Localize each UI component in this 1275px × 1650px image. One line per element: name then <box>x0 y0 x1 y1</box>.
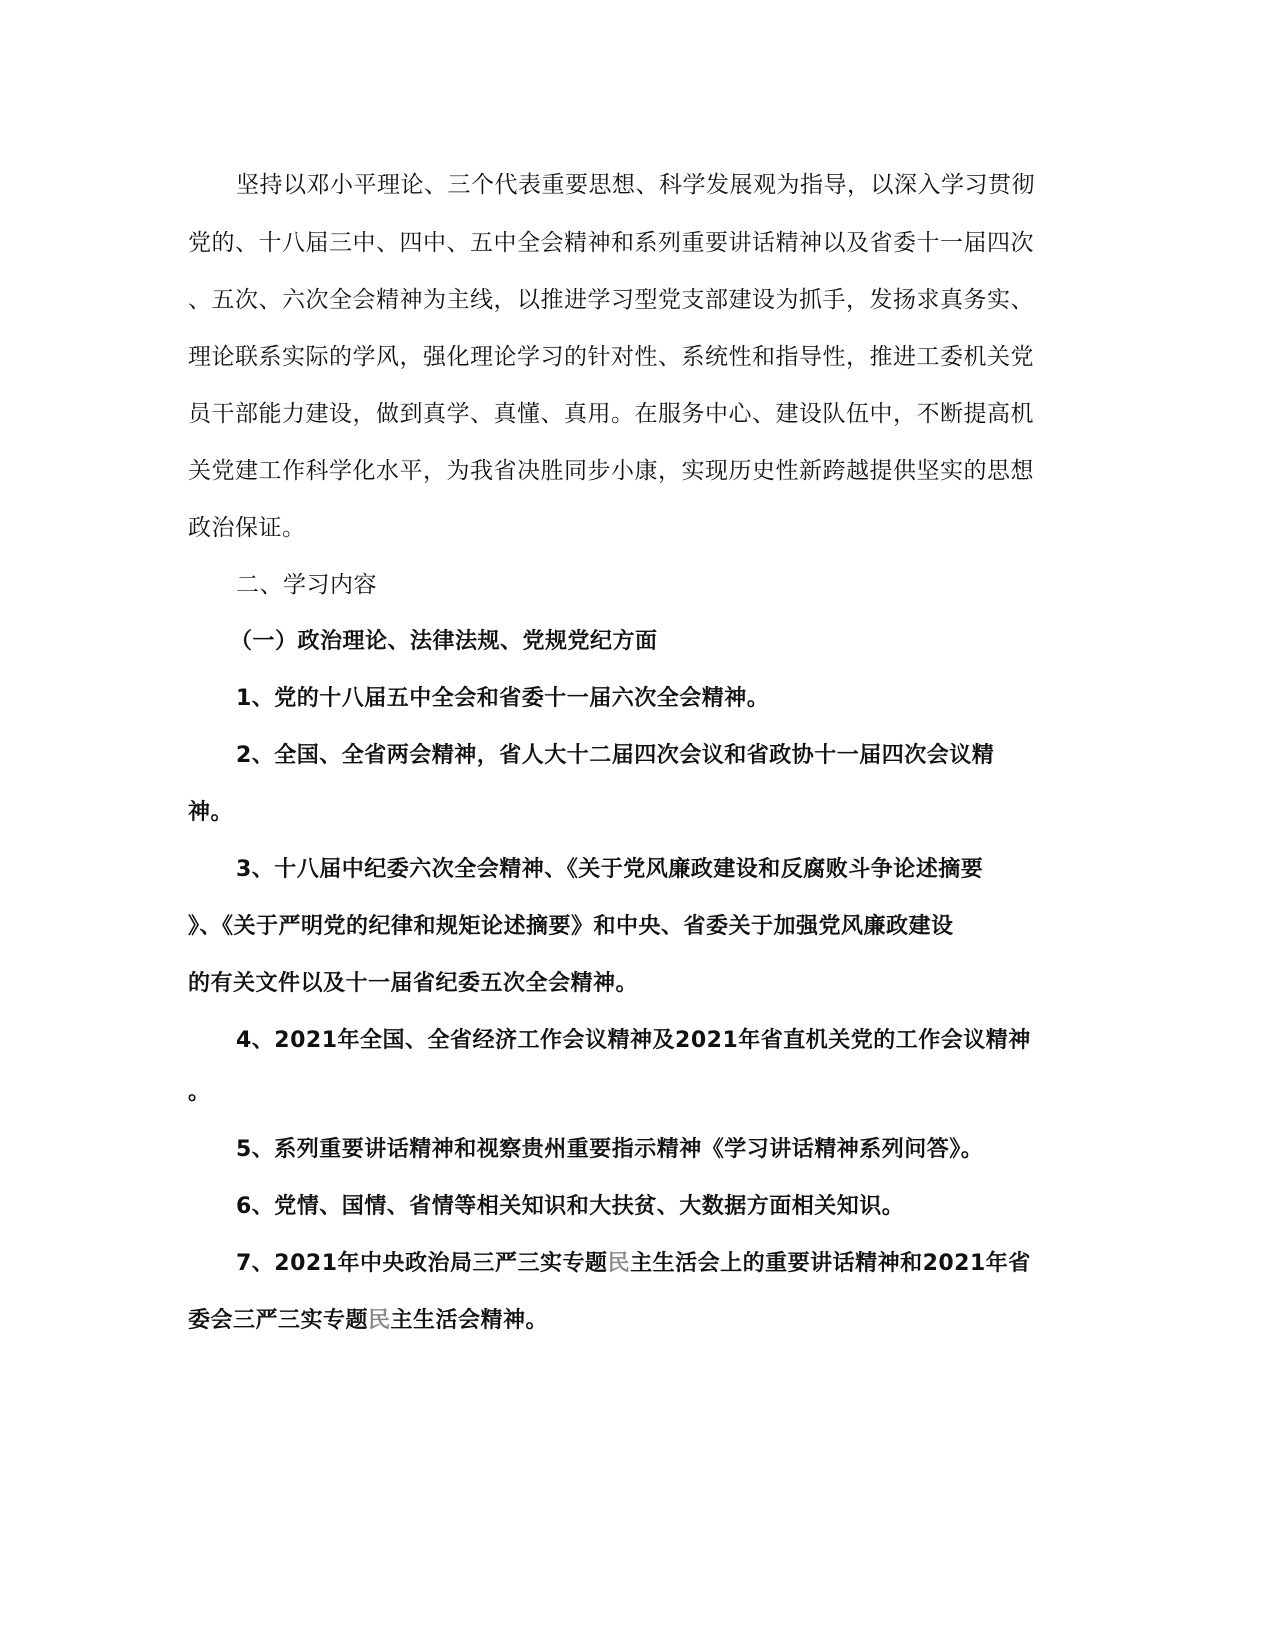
intro-line: 关党建工作科学化水平，为我省决胜同步小康，实现历史性新跨越提供坚实的思想 <box>188 458 1034 484</box>
intro-line: 党的、十八届三中、四中、五中全会精神和系列重要讲话精神以及省委十一届四次 <box>188 230 1034 256</box>
list-item: 4、2021年全国、全省经济工作会议精神及2021年省直机关党的工作会议精神 <box>236 1028 1031 1053</box>
list-item: 1、党的十八届五中全会和省委十一届六次全会精神。 <box>236 686 770 711</box>
list-item-faint-char: 民 <box>368 1308 391 1333</box>
list-item-text: 委会三严三实专题 <box>188 1308 369 1333</box>
list-item-continued <box>188 1306 548 1336</box>
subsection-heading: （一）政治理论、法律法规、党规党纪方面 <box>230 629 658 654</box>
section-heading: 二、学习内容 <box>236 572 377 598</box>
list-item-text: 主生活会精神。 <box>390 1308 549 1333</box>
list-item-text: 主生活会上的重要讲话精神和2021年省 <box>630 1251 1031 1276</box>
list-item <box>236 1249 1031 1279</box>
intro-line: 坚持以邓小平理论、三个代表重要思想、科学发展观为指导，以深入学习贯彻 <box>236 172 1035 198</box>
list-item: 2、全国、全省两会精神，省人大十二届四次会议和省政协十一届四次会议精 <box>236 743 995 768</box>
intro-line: 员干部能力建设，做到真学、真懂、真用。在服务中心、建设队伍中，不断提高机 <box>188 401 1034 427</box>
list-item-continued: 的有关文件以及十一届省纪委五次全会精神。 <box>188 971 639 996</box>
list-item-continued: 神。 <box>188 800 234 825</box>
list-item-continued: 》、《关于严明党的纪律和规矩论述摘要》和中央、省委关于加强党风廉政建设 <box>188 914 954 939</box>
intro-line: 理论联系实际的学风，强化理论学习的针对性、系统性和指导性，推进工委机关党 <box>188 344 1034 370</box>
list-item: 5、系列重要讲话精神和视察贵州重要指示精神《学习讲话精神系列问答》。 <box>236 1137 984 1162</box>
intro-line: 、五次、六次全会精神为主线，以推进学习型党支部建设为抓手，发扬求真务实、 <box>188 287 1034 313</box>
list-item: 6、党情、国情、省情等相关知识和大扶贫、大数据方面相关知识。 <box>236 1194 905 1219</box>
list-item-continued: 。 <box>188 1080 211 1105</box>
list-item: 3、十八届中纪委六次全会精神、《关于党风廉政建设和反腐败斗争论述摘要 <box>236 857 984 882</box>
intro-line: 政治保证。 <box>188 515 306 541</box>
list-item-faint-char: 民 <box>607 1251 631 1276</box>
list-item-text: 7、2021年中央政治局三严三实专题 <box>236 1251 608 1276</box>
